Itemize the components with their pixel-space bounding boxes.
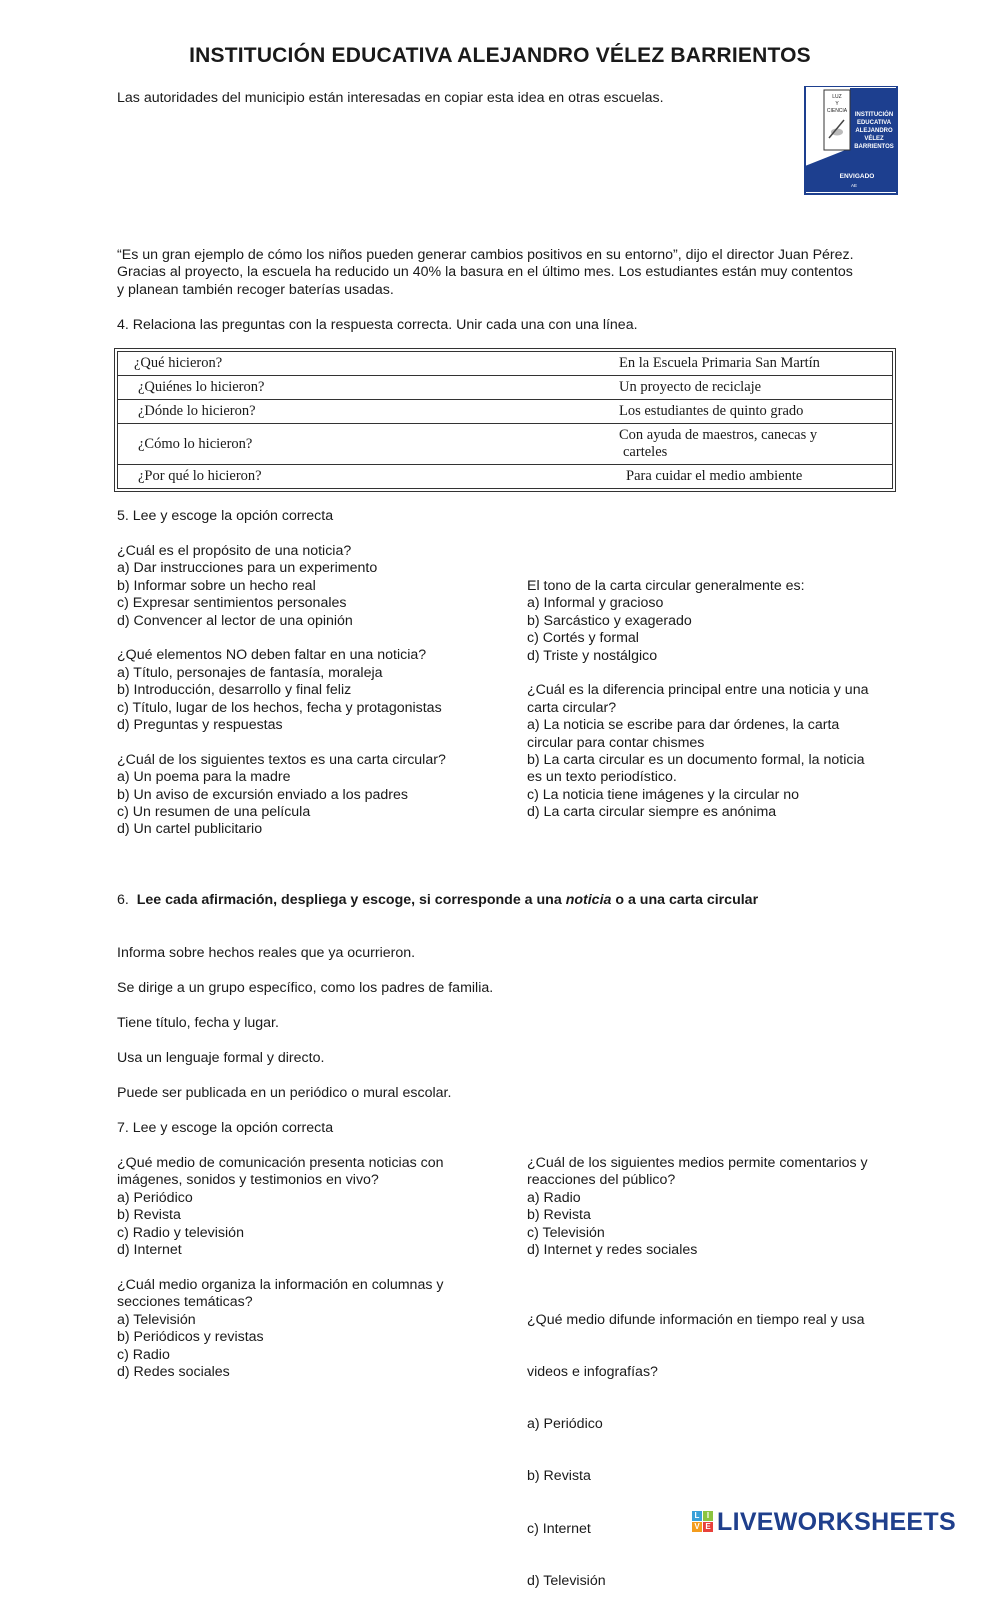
q7-heading: 7. Lee y escoge la opción correcta [117,1120,334,1136]
q5-option[interactable]: a) Un poema para la madre [117,769,291,786]
q5-option[interactable]: c) Cortés y formal [527,630,639,647]
q5-option[interactable]: a) Dar instrucciones para un experimento [117,560,378,577]
q5-option[interactable]: c) Expresar sentimientos personales [117,595,347,612]
q5-left-line: ¿Cuál de los siguientes textos es una carta circular? [117,751,446,768]
q7-option[interactable]: c) Radio [117,1346,170,1363]
intro-text: Las autoridades del municipio están interesadas en copiar esta idea en otras escuelas. [117,90,664,106]
question-cell[interactable]: ¿Qué hicieron? [134,355,223,371]
table-row [118,424,893,465]
q5-right-line: ¿Cuál es la diferencia principal entre una noticia y una [527,682,869,699]
q7-question-line: videos e infografías? [527,1364,658,1381]
q7-question-line: reacciones del público? [527,1172,676,1189]
table-row [118,465,893,489]
q5-option[interactable]: a) Título, personajes de fantasía, moraleja [117,664,383,681]
q7-block-left-1 [117,1155,444,1259]
q5-option[interactable]: b) Informar sobre un hecho real [117,577,316,594]
q5-left-column [117,543,446,839]
question-cell[interactable]: ¿Quiénes lo hicieron? [118,376,620,400]
quote-line: “Es un gran ejemplo de cómo los niños pueden generar cambios positivos en su entorno”, dijo el director Juan Pérez. [117,247,854,263]
q7-option[interactable]: a) Televisión [117,1311,196,1328]
matching-table [117,351,893,489]
logo-top-text-1: LUZ [832,94,842,100]
q7-option[interactable]: a) Periódico [117,1189,193,1206]
q5-option[interactable]: es un texto periodístico. [527,769,677,786]
q6-text-emphasis: noticia [565,892,612,908]
q5-right-line: El tono de la carta circular generalmente es: [527,578,805,594]
logo-name-2: EDUCATIVA [856,120,892,126]
q7-block-right-1 [527,1155,868,1259]
page-title: INSTITUCIÓN EDUCATIVA ALEJANDRO VÉLEZ BARRIENTOS [189,44,811,67]
logo-name-5: BARRIENTOS [854,144,894,150]
school-logo [802,86,898,196]
q7-option[interactable]: b) Revista [117,1207,181,1224]
logo-name-3: ALEJANDRO [855,128,893,134]
q5-option[interactable]: circular para contar chismes [527,734,705,751]
q4-heading: 4. Relaciona las preguntas con la respuesta correcta. Unir cada una con una línea. [117,317,638,333]
q5-option[interactable]: b) Sarcástico y exagerado [527,612,692,629]
table-row [118,400,893,424]
logo-top-text-3: CIENCIA [826,108,848,114]
q7-option[interactable]: b) Revista [527,1468,591,1485]
question-cell[interactable]: ¿Por qué lo hicieron? [118,465,620,489]
q5-option[interactable]: c) La noticia tiene imágenes y la circular no [527,786,800,803]
q7-option[interactable]: a) Periódico [527,1416,603,1433]
q5-right-column [527,578,868,822]
q7-option[interactable]: d) Redes sociales [117,1364,230,1381]
q7-block-right-2 [527,1277,865,1608]
q5-option[interactable]: b) La carta circular es un documento formal, la noticia [527,752,865,769]
q7-question-line: imágenes, sonidos y testimonios en vivo? [117,1172,379,1189]
q7-block-left-2 [117,1277,443,1381]
liveworksheets-badge-icon: L I V E [692,1511,714,1533]
q6-statement[interactable]: Tiene título, fecha y lugar. [117,1015,279,1031]
q5-option[interactable]: d) Preguntas y respuestas [117,717,283,734]
q5-option[interactable]: a) La noticia se escribe para dar órdenes, la carta [527,717,840,734]
q5-option[interactable]: c) Un resumen de una película [117,804,311,821]
q7-question-line: secciones temáticas? [117,1294,253,1311]
q5-option[interactable]: b) Un aviso de excursión enviado a los padres [117,786,409,803]
quote-paragraph [117,247,854,299]
q6-heading [117,892,758,909]
q5-right-line: carta circular? [527,699,617,716]
q7-option[interactable]: c) Radio y televisión [117,1224,244,1241]
answer-cell[interactable]: En la Escuela Primaria San Martín [619,355,820,371]
q6-text-a: Lee cada afirmación, despliega y escoge, si corresponde a una [136,892,566,908]
answer-cell[interactable] [619,424,893,465]
q7-question-line: ¿Qué medio difunde información en tiempo real y usa [527,1311,865,1328]
question-cell[interactable]: ¿Dónde lo hicieron? [118,400,620,424]
q5-heading: 5. Lee y escoge la opción correcta [117,508,334,524]
q7-option[interactable]: a) Radio [527,1189,581,1206]
answer-cell[interactable]: Un proyecto de reciclaje [619,376,893,400]
logo-name-4: VÉLEZ [864,136,884,142]
q6-statement[interactable]: Usa un lenguaje formal y directo. [117,1050,325,1066]
quote-line: Gracias al proyecto, la escuela ha reducido un 40% la basura en el último mes. Los estudiantes están muy contentos [117,264,853,281]
table-row [118,376,893,400]
q7-option[interactable]: d) Televisión [527,1572,606,1589]
q6-statement[interactable]: Puede ser publicada en un periódico o mural escolar. [117,1085,452,1101]
q6-number: 6. [117,892,129,908]
answer-line: Con ayuda de maestros, canecas y [619,427,818,443]
quote-line: y planean también recoger baterías usadas. [117,281,394,298]
q5-option[interactable]: c) Título, lugar de los hechos, fecha y protagonistas [117,699,442,716]
q6-text-b: o a una carta circular [611,892,759,908]
q5-option[interactable]: d) Convencer al lector de una opinión [117,612,353,629]
answer-cell[interactable]: Para cuidar el medio ambiente [619,465,893,489]
q7-question-line: ¿Cuál de los siguientes medios permite comentarios y [527,1155,868,1171]
logo-small: AE [850,183,858,188]
q7-option[interactable]: b) Periódicos y revistas [117,1329,264,1346]
q7-option[interactable]: d) Internet [117,1242,182,1259]
table-row [118,352,893,376]
logo-top-text-2: Y [835,101,839,107]
q6-statement[interactable]: Informa sobre hechos reales que ya ocurrieron. [117,945,416,961]
q7-option[interactable]: d) Internet y redes sociales [527,1242,698,1259]
q7-question-line: ¿Qué medio de comunicación presenta noticias con [117,1155,444,1171]
q5-option[interactable]: d) Un cartel publicitario [117,821,263,838]
logo-name-1: INSTITUCIÓN [854,112,894,118]
q5-left-line: ¿Qué elementos NO deben faltar en una noticia? [117,647,427,664]
answer-cell[interactable]: Los estudiantes de quinto grado [619,400,893,424]
q5-left-line: ¿Cuál es el propósito de una noticia? [117,543,352,559]
q7-option[interactable]: c) Internet [527,1520,591,1537]
q5-option[interactable]: a) Informal y gracioso [527,595,664,612]
q5-option[interactable]: d) La carta circular siempre es anónima [527,804,777,821]
q5-option[interactable]: b) Introducción, desarrollo y final feliz [117,682,352,699]
q7-question-line: ¿Cuál medio organiza la información en columnas y [117,1277,444,1293]
question-cell[interactable]: ¿Cómo lo hicieron? [118,424,620,465]
q7-option[interactable]: b) Revista [527,1207,591,1224]
liveworksheets-wordmark: LIVEWORKSHEETS [717,1508,956,1536]
q7-option[interactable]: c) Televisión [527,1224,605,1241]
liveworksheets-logo[interactable] [692,1508,992,1536]
q6-statement[interactable]: Se dirige a un grupo específico, como los padres de familia. [117,980,494,996]
logo-city: ENVIGADO [839,173,875,180]
q5-option[interactable]: d) Triste y nostálgico [527,647,658,664]
answer-line: carteles [623,444,668,460]
